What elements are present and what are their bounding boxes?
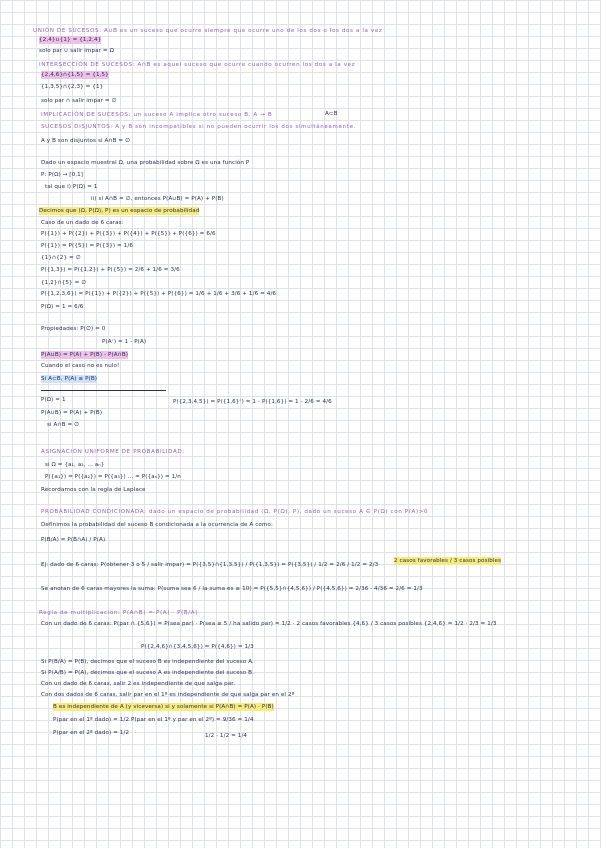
note-mult-ej: Con un dado de 6 caras: P(par ∩ {5,6}) = P(sea par) · P(sea ≥ 5 / ha salido par) = 1/2 · 2 casos favorables {4,6} / 3 casos posibles {2,4,6} = 1/2 · 2/3 = 1/3 [41,621,497,627]
note-cond-formula: P(B/A) = P(B∩A) / P(A) [41,537,106,543]
note-disj-title: SUCESOS DISJUNTOS: A y B son incompatibles si no pueden ocurrir los dos simultáneamente. [41,124,356,130]
note-espacio-map: P: P(Ω) → [0,1] [41,172,84,178]
note-indep-5: B es independiente de A (y viceversa) si y solamente si P(A∩B) = P(A) · P(B) [53,704,274,710]
note-caso-suma: P({1}) + P({2}) + P({3}) + P({4}) + P({5}) + P({6}) = 6/6 [41,231,216,237]
note-espacio-def: Dado un espacio muestral Ω, una probabilidad sobre Ω es una función P [41,160,250,166]
note-rec-union: P(A∪B) = P(A) + P(B) [41,410,103,416]
note-union-ex: {2,4}∪{1} = {1,2,4} [39,37,102,43]
note-mult-title: Regla de multiplicación: P(A∩B) = P(A) · P(B/A) [39,610,198,616]
note-prop-sub: Si A⊂B, P(A) ≤ P(B) [41,376,98,382]
note-caso-omega: P(Ω) = 1 = 6/6 [41,304,84,310]
note-rec-disj: si A∩B = ∅ [47,422,80,428]
note-asig-title: ASIGNACIÓN UNIFORME DE PROBABILIDAD: [41,449,185,455]
note-ej-dado: Ej: dado de 6 caras: P(obtener 3 o 5 / salir impar) = P({3,5}∩{1,3,5}) / P({1,3,5}) = P({3,5}) / 1/2 = 2/6 / 1/2 = 2/3 [41,562,379,568]
note-caso-dado: Caso de un dado de 6 caras: [41,220,124,226]
note-indep-7: P(par en el 2º dado) = 1/2 [53,730,130,736]
note-rec-omega: P(Ω) = 1 [41,397,66,403]
note-caso-int2: {1,2}∩{5} = ∅ [41,280,87,286]
note-union-title: UNIÓN DE SUCESOS: A∪B es un suceso que ocurre siempre que ocurre uno de los dos o los dos a la vez [33,28,383,34]
note-espacio-ii: ii) si A∩B = ∅, entonces P(A∪B) = P(A) + P(B) [91,196,224,202]
note-indep-6: P(par en el 1º dado) = 1/2 P(par en el 1º y par en el 2º) = 9/36 = 1/4 [53,717,254,723]
note-inter-title: INTERSECCIÓN DE SUCESOS: A∩B es aquel suceso que ocurre cuando ocurren los dos a la vez [39,62,356,68]
note-prop-comp: P(Aᶜ) = 1 - P(A) [102,339,147,345]
note-indep-4: Con dos dados de 6 caras, salir par en el 1º es independiente de que salga par en el 2º [41,692,295,698]
note-ej-dado-res: 2 casos favorables / 3 casos posibles [394,558,502,564]
note-caso-big: P({1,2,3,6}) = P({1}) + P({2}) + P({5}) + P({6}) = 1/6 + 1/6 + 3/6 + 1/6 = 4/6 [41,291,277,297]
note-asig-regla: Recordamos con la regla de Laplace [41,487,146,493]
note-indep-1: Si P(B/A) = P(B), decimos que el suceso B es independiente del suceso A. [41,659,254,665]
note-def-espacio: Decimos que (Ω, P(Ω), P) es un espacio de probabilidad [39,208,200,214]
note-indep-2: Si P(A/B) = P(A), decimos que el suceso A es independiente del suceso B. [41,670,255,676]
note-cond-def: Definimos la probabilidad del suceso B condicionada a la ocurrencia de A como: [41,522,273,528]
note-indep-3: Con un dado de 6 caras, salir 2 es independiente de que salga par. [41,681,236,687]
note-rec-comp: P({2,3,4,5}) = P({1,6}ᶜ) = 1 - P({1,6}) = 1 - 2/6 = 4/6 [173,399,332,405]
note-prop-vacio: Propiedades: P(∅) = 0 [41,326,106,332]
note-impl-title: IMPLICACIÓN DE SUCESOS: un suceso A implica otro suceso B. A → B [41,112,273,118]
note-union-or: solo par ∪ salir impar = Ω [39,48,114,54]
note-mult-res: P({2,4,6}∩{3,4,5,6}) = P({4,6}) = 1/3 [141,644,254,650]
note-impl-sub: A⊂B [325,111,338,117]
note-asig-omega: si Ω = {a₁, a₂, ... aₙ} [45,462,105,468]
note-asig-eq: P({a₁}) = P({a₂}) = P({a₃}) ... = P({aₙ}) = 1/n [45,474,181,480]
note-espacio-i: tal que i) P(Ω) = 1 [45,184,98,190]
note-inter-ex2: {1,3,5}∩{2,3} = {1} [41,84,104,90]
note-cond-title: PROBABILIDAD CONDICIONADA: dado un espacio de probabilidad (Ω, P(Ω), P), dado un suceso A ∈ P(Ω) con P(A)>0 [41,509,429,515]
divider-line [41,390,166,391]
note-indep-8: 1/2 · 1/2 = 1/4 [205,733,248,739]
note-caso-p12: P({1,3}) = P({1,2}) + P({5}) = 2/6 + 1/6 = 3/6 [41,267,180,273]
note-prop-nota: Cuando el caso no es nulo! [41,363,120,369]
note-caso-int1: {1}∩{2} = ∅ [41,255,81,261]
note-inter-ex1: {2,4,6}∩{1,5} = {1,5} [41,72,109,78]
note-caso-eq: P({1}) = P({5}) = P({3}) = 1/6 [41,243,133,249]
note-prop-union: P(A∪B) = P(A) + P(B) - P(A∩B) [41,352,129,358]
note-disj-def: A y B son disjuntos si A∩B = ∅ [41,138,131,144]
note-ej-suma: Se anotan de 6 caras mayores la suma: P(suma sea 6 / la suma es ≥ 10) = P({5,5}∩{4,5,6}) / P({4,5,6}) = 2/36 · 4/36 = 2/6 = 1/3 [41,586,423,592]
note-inter-and: solo par ∩ salir impar = ∅ [41,98,117,104]
